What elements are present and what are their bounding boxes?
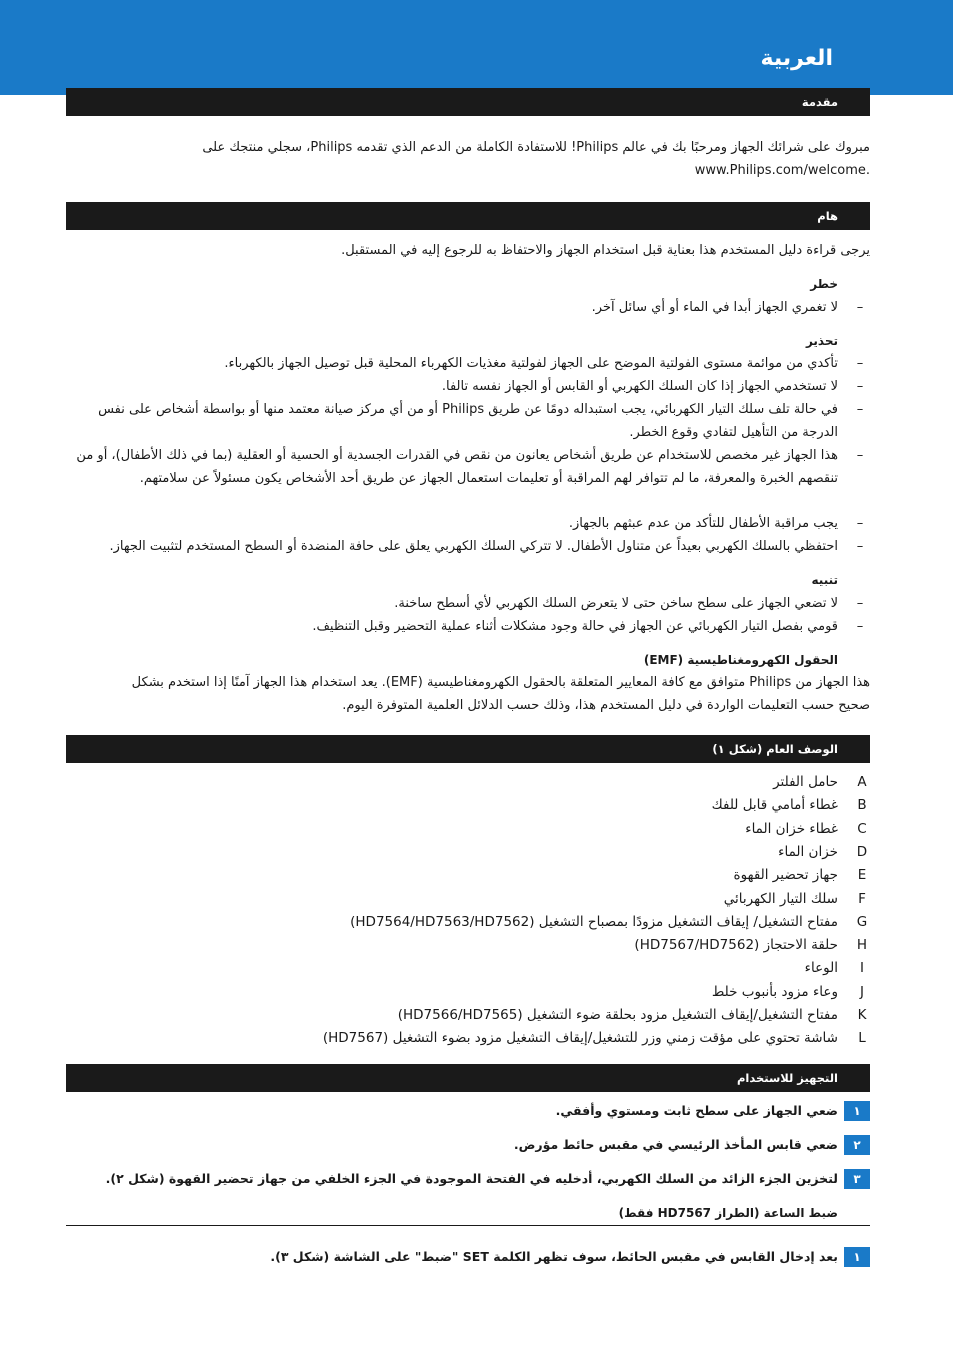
clock-heading: ضبط الساعة (الطراز HD7567 فقط) [618,1206,838,1220]
step-item [66,1167,870,1191]
part-letter: A [857,774,867,790]
part-letter: C [857,820,867,837]
part-item [66,794,870,817]
bullet-dash: – [856,516,864,531]
part-item [66,934,870,957]
emf-heading: الحقول الكهرومغناطيسية (EMF) [643,653,838,667]
step-item [66,1133,870,1157]
intro-line-1: مبروك على شرائك الجهاز ومرحبًا بك في عالم Philips! للاستفادة الكاملة من الدعم الذي تقدمه Philips، سجلي منتجك على [202,140,870,155]
warning-item: – في حالة تلف سلك التيار الكهربائي، يجب استبداله دومًا عن طريق Philips أو من أي مركز صيانة معتمد منها أو بواسطة أشخاص على نفس الدرجة من التأهيل لتفادي وقوع الخطر. [66,398,870,444]
caution-item: – قومي بفصل التيار الكهربائي عن الجهاز في حالة وجود مشكلات أثناء عملية التحضير وقبل التنظيف. [66,615,870,638]
part-text: سلك التيار الكهربائي [723,890,838,907]
section-bar-important: هام [66,202,870,230]
bullet-dash: – [856,300,864,315]
danger-item: – لا تغمري الجهاز أبدا في الماء أو أي سائل آخر. [66,296,870,319]
part-item [66,888,870,911]
danger-heading: خطر [810,277,838,291]
part-item [66,864,870,887]
emf-line-2: صحيح حسب التعليمات الواردة في دليل المستخدم هذا، وذلك حسب الدلائل العلمية المتوفرة اليوم. [342,698,870,713]
caution-item: – لا تضعي الجهاز على سطح ساخن حتى لا يتعرض السلك الكهربي لأي أسطح ساخنة. [66,592,870,615]
part-item [66,1027,870,1050]
bullet-dash: – [856,379,864,394]
bullet-dash: – [856,619,864,634]
bullet-dash: – [856,539,864,554]
bullet-dash: – [856,402,864,417]
part-text: الوعاء [804,960,838,977]
step-text: ضعي الجهاز على سطح ثابت ومستوي وأفقي. [555,1103,838,1118]
part-item [66,1004,870,1027]
caution-heading: تنبيه [811,573,838,587]
step-item [66,1245,870,1269]
part-letter: G [856,913,868,930]
part-text: خزان الماء [778,843,838,860]
part-text: جهاز تحضير القهوة [733,867,838,884]
part-letter: F [858,890,866,907]
bullet-dash: – [856,596,864,611]
part-letter: H [856,937,868,954]
bullet-dash: – [856,448,864,463]
important-intro: يرجى قراءة دليل المستخدم هذا بعناية قبل استخدام الجهاز والاحتفاظ به للرجوع إليه في المستقبل. [341,243,870,258]
step-text: ضعي قابس المأخذ الرئيسي في مقبس حائط مؤرض. [513,1137,838,1152]
divider [66,1225,870,1226]
warning-heading: تحذير [805,334,838,348]
part-letter: D [856,843,868,860]
section-bar-preparing: التجهيز للاستخدام [66,1064,870,1092]
part-text: حامل الفلتر [773,774,838,790]
part-item [66,841,870,864]
part-text: حلقة الاحتجاز (HD7567/HD7562) [634,937,838,954]
warning-item: – هذا الجهاز غير مخصص للاستخدام عن طريق أشخاص يعانون من نقص في القدرات الجسدية أو الحسية أو العقلية (بما في ذلك الأطفال)، أو من تنقصهم الخبرة والمعرفة، ما لم تتوافر لهم المراقبة أو تعليمات استعمال الجهاز عن طريق أحد الأشخاص يكون مسئولاً عن سلامتهم. [66,444,870,490]
part-text: غطاء خزان الماء [745,820,838,837]
section-bar-intro: مقدمة [66,88,870,116]
step-number-badge: ٣ [844,1169,870,1189]
part-text: شاشة تحتوي على مؤقت زمني وزر للتشغيل/إيقاف التشغيل مزود بضوء التشغيل (HD7567) [322,1030,838,1047]
part-letter: J [860,983,864,1000]
section-bar-description: الوصف العام (شكل ١) [66,735,870,763]
part-letter: E [857,867,867,884]
warning-item: – تأكدي من موائمة مستوى الفولتية الموضح على الجهاز لفولتية مغذيات الكهرباء المحلية قبل توصيل الجهاز بالكهرباء. [66,352,870,375]
step-text: بعد إدخال القابس في مقبس الحائط، سوف تظهر الكلمة SET "ضبط" على الشاشة (شكل ٣). [270,1249,838,1264]
part-letter: B [857,797,867,814]
step-item [66,1099,870,1123]
part-text: غطاء أمامي قابل للفك [711,797,838,814]
warning-item: – لا تستخدمي الجهاز إذا كان السلك الكهربي أو القابس أو الجهاز نفسه تالفا. [66,375,870,398]
step-number-badge: ١ [844,1101,870,1121]
part-text: مفتاح التشغيل/ إيقاف التشغيل مزودًا بمصباح التشغيل (HD7564/HD7563/HD7562) [350,913,838,930]
part-item [66,771,870,794]
part-item [66,818,870,841]
part-letter: K [857,1007,867,1023]
part-item [66,957,870,980]
header-banner [0,0,953,95]
warning-item: – يجب مراقبة الأطفال للتأكد من عدم عبثهم بالجهاز. [66,512,870,535]
part-letter: I [860,960,864,977]
language-title: العربية [760,46,833,71]
intro-line-2: .www.Philips.com/welcome [694,163,870,178]
part-text: مفتاح التشغيل/إيقاف التشغيل مزود بحلقة ضوء التشغيل (HD7566/HD7565) [397,1007,838,1023]
part-item [66,981,870,1004]
step-number-badge: ٢ [844,1135,870,1155]
step-number-badge: ١ [844,1247,870,1267]
emf-line-1: هذا الجهاز من Philips متوافق مع كافة المعايير المتعلقة بالحقول الكهرومغناطيسية (EMF). يعد استخدام هذا الجهاز آمنًا إذا استخدم بشكل [131,675,870,690]
part-letter: L [858,1030,866,1047]
bullet-dash: – [856,356,864,371]
part-text: وعاء مزود بأنبوب خلط [711,983,838,1000]
step-text: لتخزين الجزء الزائد من السلك الكهربي، أدخليه في الفتحة الموجودة في الجزء الخلفي من جهاز تحضير القهوة (شكل ٢). [105,1171,838,1186]
warning-item: – احتفظي بالسلك الكهربي بعيداً عن متناول الأطفال. لا تتركي السلك الكهربي يعلق على حافة المنضدة أو السطح المستخدم لتثبيت الجهاز. [66,535,870,558]
part-item [66,911,870,934]
